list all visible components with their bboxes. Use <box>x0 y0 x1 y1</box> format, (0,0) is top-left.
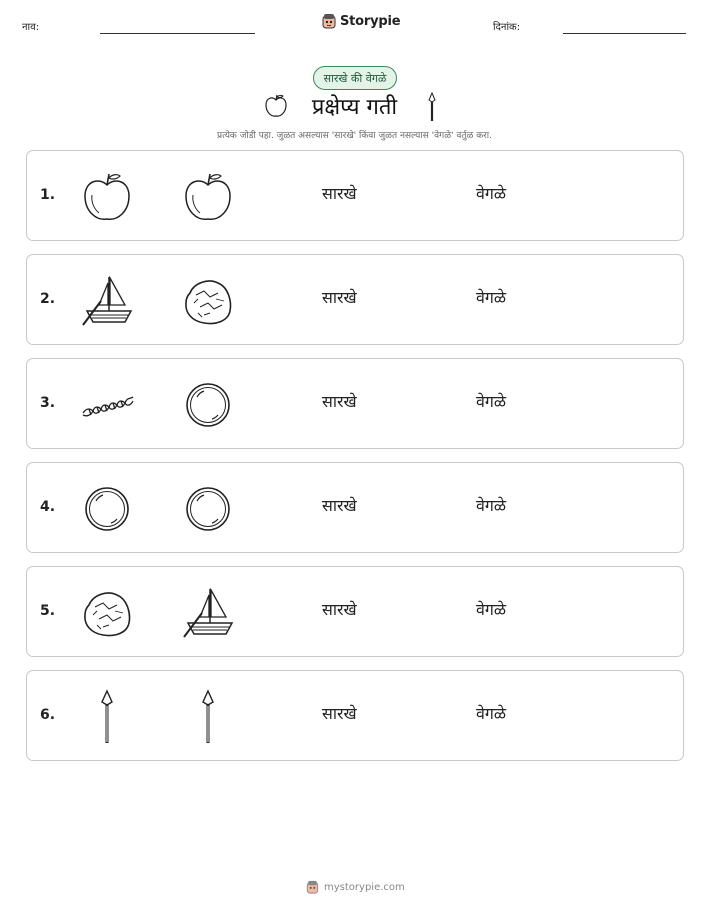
different-option[interactable]: वेगळे <box>476 184 507 203</box>
row-number: 4. <box>40 499 56 515</box>
spear-icon <box>425 92 439 122</box>
boat-icon <box>180 585 236 641</box>
row-number: 6. <box>40 707 56 723</box>
date-label: दिनांक: <box>493 22 521 33</box>
date-blank[interactable] <box>563 33 686 34</box>
brand-name: Storypie <box>340 13 401 29</box>
same-option[interactable]: सारखे <box>322 288 357 307</box>
worksheet-type-badge: सारखे की वेगळे <box>313 66 397 90</box>
footer <box>306 880 405 894</box>
different-option[interactable]: वेगळे <box>476 704 507 723</box>
same-option[interactable]: सारखे <box>322 704 357 723</box>
instructions: प्रत्येक जोडी पहा. जुळत असल्यास 'सारखे' किंवा जुळत नसल्यास 'वेगळे' वर्तुळ करा. <box>216 131 492 141</box>
row-number: 2. <box>40 291 56 307</box>
row-number: 3. <box>40 395 56 411</box>
spear-icon <box>79 689 135 745</box>
bubble-icon <box>180 481 236 537</box>
rock-icon <box>79 585 135 641</box>
mascot-icon <box>322 13 336 29</box>
spear-icon <box>180 689 236 745</box>
different-option[interactable]: वेगळे <box>476 392 507 411</box>
apple-icon <box>79 169 135 225</box>
row-number: 1. <box>40 187 56 203</box>
brand-logo <box>322 13 400 29</box>
name-blank[interactable] <box>100 33 255 34</box>
footer-url[interactable]: mystorypie.com <box>324 881 405 893</box>
rock-icon <box>180 273 236 329</box>
name-label: नाव: <box>22 22 40 33</box>
exercise-row <box>26 566 684 657</box>
apple-icon <box>180 169 236 225</box>
bubble-icon <box>180 377 236 433</box>
different-option[interactable]: वेगळे <box>476 288 507 307</box>
exercise-row <box>26 462 684 553</box>
bubble-icon <box>79 481 135 537</box>
exercise-row <box>26 254 684 345</box>
exercise-row <box>26 358 684 449</box>
mascot-icon <box>306 880 319 894</box>
same-option[interactable]: सारखे <box>322 184 357 203</box>
different-option[interactable]: वेगळे <box>476 600 507 619</box>
same-option[interactable]: सारखे <box>322 496 357 515</box>
exercise-row <box>26 150 684 241</box>
boat-icon <box>79 273 135 329</box>
rope-icon <box>79 377 135 433</box>
exercise-row <box>26 670 684 761</box>
same-option[interactable]: सारखे <box>322 600 357 619</box>
page-title: प्रक्षेप्य गती <box>311 95 398 120</box>
row-number: 5. <box>40 603 56 619</box>
different-option[interactable]: वेगळे <box>476 496 507 515</box>
same-option[interactable]: सारखे <box>322 392 357 411</box>
